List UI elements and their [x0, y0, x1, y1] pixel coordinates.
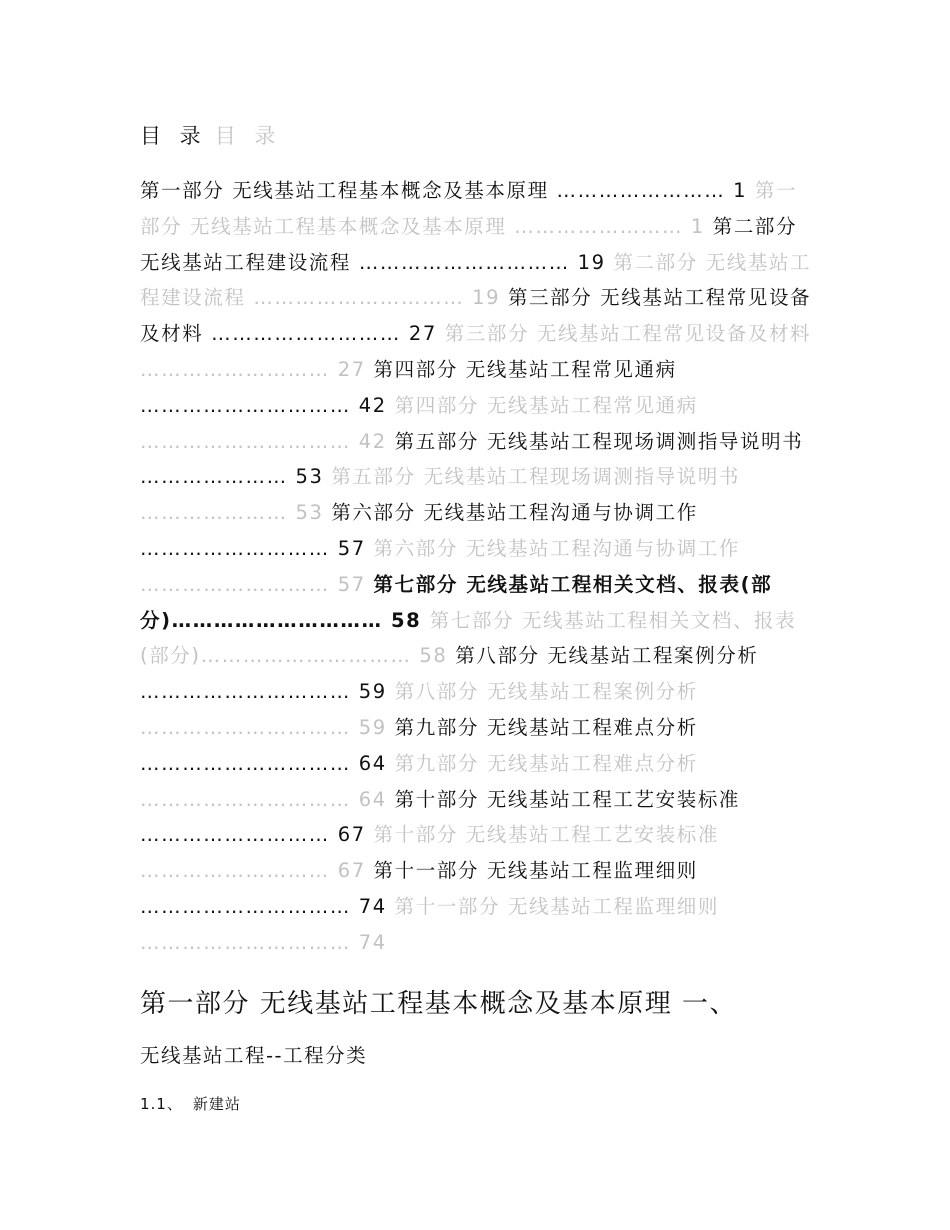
toc-entry-leader: …………………… [548, 179, 726, 202]
toc-entry-title: 第七部分 无线基站工程相关文档、报表(部分) [140, 608, 797, 668]
toc-entry-leader: ………………………… [140, 894, 351, 918]
toc-entry-title: 第一部分 无线基站工程基本概念及基本原理 [140, 179, 798, 238]
toc-entry-title: 第八部分 无线基站工程案例分析 [455, 644, 759, 668]
toc-entry-leader: ……………………… [140, 823, 330, 847]
toc-entry-page: 1 [683, 214, 713, 238]
toc-entry-title: 第七部分 无线基站工程相关文档、报表(部分) [140, 572, 773, 632]
toc-title-row [140, 120, 281, 150]
toc-entry-page: 59 [351, 715, 395, 739]
table-of-contents [140, 173, 812, 961]
toc-entry-leader: ……………………… [140, 859, 330, 883]
toc-entry-leader: ………………………… [140, 751, 351, 775]
toc-entry-title: 第三部分 无线基站工程常见设备及材料 [444, 322, 812, 346]
toc-entry-leader: ………………………… [140, 429, 351, 453]
toc-title-ghost: 目 录 [214, 124, 282, 148]
section-heading-part-one: 第一部分 无线基站工程基本概念及基本原理 一、 [140, 989, 738, 1019]
toc-entry-leader: ………………………… [351, 250, 570, 274]
toc-entry-title: 第二部分 无线基站工程建设流程 [140, 214, 798, 274]
toc-entry-leader: ………………………… [140, 680, 351, 704]
subsection-title: 新建站 [192, 1095, 241, 1113]
subsection-number: 1.1、 [140, 1095, 183, 1113]
toc-title: 目 录 [140, 124, 207, 148]
toc-entry-leader: ………………………… [140, 393, 351, 417]
toc-entry-leader: ………………………… [140, 787, 351, 811]
toc-entry-title: 第十一部分 无线基站工程监理细则 [394, 894, 719, 918]
toc-entry-leader: ………………………… [245, 286, 465, 310]
toc-entry-leader: …………………… [506, 214, 684, 238]
toc-entry-title: 第十一部分 无线基站工程监理细则 [373, 859, 698, 883]
toc-entry-page: 57 [329, 572, 374, 596]
toc-entry-page: 1 [725, 179, 755, 202]
section-heading-project-classification: 无线基站工程--工程分类 [140, 1044, 368, 1067]
toc-entry-page: 67 [329, 823, 374, 847]
toc-entry-page: 74 [351, 894, 395, 918]
toc-entry-1[interactable] [140, 179, 755, 202]
toc-entry-title: 第九部分 无线基站工程难点分析 [394, 751, 698, 775]
toc-entry-page: 64 [351, 751, 395, 775]
toc-entry-leader: ………………… [140, 465, 288, 489]
toc-entry-title: 第五部分 无线基站工程现场调测指导说明书 [394, 429, 804, 453]
toc-entry-title: 第九部分 无线基站工程难点分析 [394, 715, 698, 739]
toc-entry-page: 58 [411, 644, 456, 668]
toc-entry-page: 53 [287, 501, 332, 525]
toc-entry-leader: ……………………… [140, 536, 330, 560]
toc-entry-leader: ……………………… [140, 572, 330, 596]
toc-entry-page: 42 [351, 429, 395, 453]
toc-entry-title: 第十部分 无线基站工程工艺安装标准 [373, 823, 719, 847]
toc-entry-title: 第十部分 无线基站工程工艺安装标准 [394, 787, 741, 811]
toc-entry-page: 67 [329, 859, 374, 883]
toc-entry-leader: ………………………… [140, 930, 351, 954]
subsection-heading-new-site [140, 1093, 241, 1114]
toc-entry-title: 第三部分 无线基站工程常见设备及材料 [140, 286, 812, 346]
toc-entry-title: 第四部分 无线基站工程常见通病 [394, 393, 698, 417]
toc-entry-page: 58 [382, 608, 430, 632]
toc-entry-leader: ………………………… [200, 644, 412, 668]
toc-entry-title: 第一部分 无线基站工程基本概念及基本原理 [140, 179, 549, 202]
toc-entry-page: 64 [351, 787, 395, 811]
toc-entry-page: 42 [351, 393, 395, 417]
toc-entry-leader: ……………………… [140, 357, 330, 381]
toc-entry-page: 19 [464, 286, 508, 310]
toc-entry-leader: ……………………… [203, 322, 402, 346]
toc-entry-title: 第二部分 无线基站工程建设流程 [140, 250, 812, 310]
toc-entry-leader: ………………… [140, 501, 288, 525]
toc-entry-title: 第五部分 无线基站工程现场调测指导说明书 [331, 465, 741, 489]
toc-entry-page: 27 [329, 357, 374, 381]
toc-entry-page: 53 [287, 465, 332, 489]
toc-entry-page: 74 [351, 930, 387, 954]
toc-entry-title: 第四部分 无线基站工程常见通病 [373, 357, 677, 381]
toc-entry-page: 57 [329, 536, 374, 560]
toc-entry-leader: ………………………… [140, 715, 351, 739]
toc-entry-page: 19 [569, 250, 614, 274]
toc-entry-leader: ………………………… [171, 608, 383, 632]
toc-entry-title: 第六部分 无线基站工程沟通与协调工作 [373, 536, 741, 560]
toc-entry-title: 第八部分 无线基站工程案例分析 [394, 680, 698, 704]
toc-entry-page: 27 [401, 322, 445, 346]
toc-entry-page: 59 [351, 680, 395, 704]
toc-entry-title: 第六部分 无线基站工程沟通与协调工作 [331, 501, 698, 525]
